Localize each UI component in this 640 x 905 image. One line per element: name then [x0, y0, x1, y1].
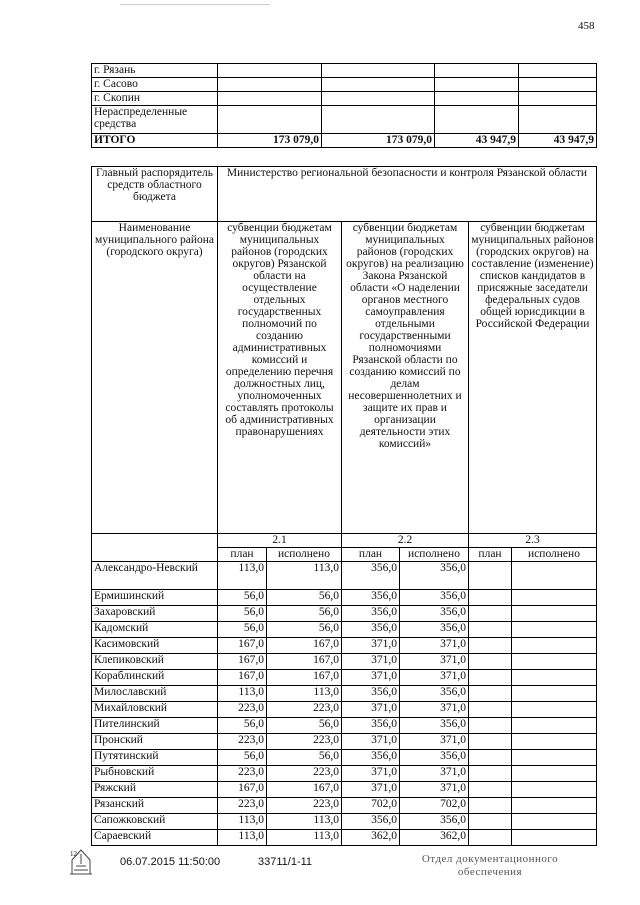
- district-name: Кораблинский: [92, 670, 218, 686]
- total-value: 43 947,9: [435, 134, 519, 148]
- plan-value: 167,0: [218, 654, 267, 670]
- done-value: 223,0: [267, 702, 342, 718]
- district-label: Наименование муниципального района (городского округа): [92, 222, 218, 534]
- district-name: Сапожковский: [92, 814, 218, 830]
- done-value: 113,0: [267, 686, 342, 702]
- done-value: 356,0: [400, 622, 469, 638]
- row-name: Нераспределенные средства: [92, 106, 218, 134]
- done-value: [512, 782, 597, 798]
- district-row: [92, 654, 597, 670]
- plan-value: 56,0: [218, 590, 267, 606]
- done-value: 362,0: [400, 830, 469, 846]
- done-value: 56,0: [267, 606, 342, 622]
- top-table-row: [92, 78, 597, 92]
- value-cell: [435, 64, 519, 78]
- done-value: 167,0: [267, 654, 342, 670]
- done-value: 167,0: [267, 782, 342, 798]
- done-value: [512, 606, 597, 622]
- plan-value: 56,0: [218, 718, 267, 734]
- value-cell: [519, 78, 597, 92]
- district-name: Касимовский: [92, 638, 218, 654]
- footer-doc-number: 33711/1-11: [258, 856, 313, 868]
- done-value: [512, 734, 597, 750]
- district-name: Захаровский: [92, 606, 218, 622]
- done-value: 56,0: [267, 718, 342, 734]
- col3-code: 2.3: [469, 534, 597, 548]
- plan-value: 356,0: [342, 562, 400, 590]
- district-name: Рыбновский: [92, 766, 218, 782]
- district-row: [92, 670, 597, 686]
- done-value: 356,0: [400, 562, 469, 590]
- top-table-row: [92, 64, 597, 78]
- plan-value: 371,0: [342, 638, 400, 654]
- plan-value: 356,0: [342, 686, 400, 702]
- value-cell: [519, 64, 597, 78]
- plan-value: [469, 638, 512, 654]
- district-row: [92, 830, 597, 846]
- done-value: 356,0: [400, 718, 469, 734]
- plan-value: [469, 654, 512, 670]
- plan-value: 356,0: [342, 622, 400, 638]
- district-row: [92, 702, 597, 718]
- district-name: Клепиковский: [92, 654, 218, 670]
- plan-value: 356,0: [342, 590, 400, 606]
- done-value: [512, 562, 597, 590]
- header-value: Министерство региональной безопасности и контроля Рязанской области: [218, 167, 597, 222]
- district-row: [92, 562, 597, 590]
- done-value: [512, 750, 597, 766]
- district-name: Михайловский: [92, 702, 218, 718]
- plan-value: 356,0: [342, 814, 400, 830]
- done-value: [512, 798, 597, 814]
- done-value: 371,0: [400, 670, 469, 686]
- done-value: 371,0: [400, 654, 469, 670]
- district-name: Ермишинский: [92, 590, 218, 606]
- plan-value: [469, 750, 512, 766]
- done-value: [512, 702, 597, 718]
- done-value: 223,0: [267, 766, 342, 782]
- seal-number: 12: [70, 850, 77, 858]
- plan-value: [469, 798, 512, 814]
- done-value: 113,0: [267, 830, 342, 846]
- plan-value: 356,0: [342, 606, 400, 622]
- district-row: [92, 718, 597, 734]
- done-value: 113,0: [267, 814, 342, 830]
- plan-value: 371,0: [342, 654, 400, 670]
- plan-value: [469, 622, 512, 638]
- total-value: 43 947,9: [519, 134, 597, 148]
- plan-value: 56,0: [218, 606, 267, 622]
- plan-value: 371,0: [342, 702, 400, 718]
- value-cell: [435, 78, 519, 92]
- done-value: [512, 718, 597, 734]
- plan-value: 371,0: [342, 766, 400, 782]
- district-row: [92, 782, 597, 798]
- page-number: 458: [578, 20, 595, 32]
- plan-value: 113,0: [218, 814, 267, 830]
- col2-title: субвенции бюджетам муниципальных районов (городских округов) на реализацию Закона Рязанской области «О наделении органов местного самоуправления отдельными государственными полномочиями Рязанской области по созданию комиссий по делам несовершеннолетних и защите их прав и организации деятельности этих комиссий»: [342, 222, 469, 534]
- value-cell: [322, 106, 435, 134]
- district-row: [92, 766, 597, 782]
- plan-value: 223,0: [218, 798, 267, 814]
- col3-title: субвенции бюджетам муниципальных районов (городских округов) на составление (изменение) списков кандидатов в присяжные заседатели федеральных судов общей юрисдикции в Российской Федерации: [469, 222, 597, 534]
- district-name: Пронский: [92, 734, 218, 750]
- row-name: г. Рязань: [92, 64, 218, 78]
- top-table: [91, 63, 597, 148]
- col2-code: 2.2: [342, 534, 469, 548]
- footer-department: [420, 853, 560, 879]
- plan-header: план: [218, 548, 267, 562]
- done-value: 113,0: [267, 562, 342, 590]
- done-value: [512, 654, 597, 670]
- value-cell: [218, 64, 322, 78]
- done-value: 356,0: [400, 814, 469, 830]
- done-value: 371,0: [400, 702, 469, 718]
- done-value: 371,0: [400, 734, 469, 750]
- plan-header: план: [342, 548, 400, 562]
- value-cell: [435, 106, 519, 134]
- plan-value: 223,0: [218, 766, 267, 782]
- district-row: [92, 814, 597, 830]
- district-row: [92, 798, 597, 814]
- district-name: Путятинский: [92, 750, 218, 766]
- done-value: 702,0: [400, 798, 469, 814]
- done-value: 56,0: [267, 590, 342, 606]
- value-cell: [322, 92, 435, 106]
- plan-value: [469, 686, 512, 702]
- plan-value: 113,0: [218, 562, 267, 590]
- top-table-row: [92, 92, 597, 106]
- scan-artifact-line: [120, 4, 270, 5]
- plan-value: 113,0: [218, 686, 267, 702]
- district-name: Милославский: [92, 686, 218, 702]
- done-value: 356,0: [400, 686, 469, 702]
- value-cell: [218, 92, 322, 106]
- plan-header: план: [469, 548, 512, 562]
- blank-header-cell: [92, 534, 218, 562]
- done-value: 223,0: [267, 798, 342, 814]
- district-name: Александро-Невский: [92, 562, 218, 590]
- done-value: 56,0: [267, 622, 342, 638]
- value-cell: [322, 78, 435, 92]
- plan-value: [469, 606, 512, 622]
- district-name: Сараевский: [92, 830, 218, 846]
- district-row: [92, 686, 597, 702]
- done-value: [512, 830, 597, 846]
- main-table: [91, 166, 597, 846]
- done-header: исполнено: [267, 548, 342, 562]
- plan-value: 223,0: [218, 734, 267, 750]
- value-cell: [519, 106, 597, 134]
- plan-value: 113,0: [218, 830, 267, 846]
- plan-value: 371,0: [342, 670, 400, 686]
- done-value: [512, 686, 597, 702]
- done-value: 356,0: [400, 750, 469, 766]
- district-name: Кадомский: [92, 622, 218, 638]
- done-value: [512, 590, 597, 606]
- done-value: [512, 814, 597, 830]
- row-name: г. Скопин: [92, 92, 218, 106]
- total-label: ИТОГО: [92, 134, 218, 148]
- plan-value: [469, 830, 512, 846]
- footer-department-text: Отдел документационного обеспечения: [421, 853, 559, 878]
- footer-date: 06.07.2015 11:50:00: [120, 856, 221, 868]
- plan-value: 362,0: [342, 830, 400, 846]
- total-value: 173 079,0: [218, 134, 322, 148]
- total-row: [92, 134, 597, 148]
- district-row: [92, 622, 597, 638]
- top-table-row: [92, 106, 597, 134]
- value-cell: [322, 64, 435, 78]
- plan-value: 167,0: [218, 638, 267, 654]
- plan-value: [469, 562, 512, 590]
- done-value: 223,0: [267, 734, 342, 750]
- done-value: 371,0: [400, 766, 469, 782]
- plan-value: [469, 814, 512, 830]
- done-header: исполнено: [512, 548, 597, 562]
- district-name: Ряжский: [92, 782, 218, 798]
- plan-value: 371,0: [342, 782, 400, 798]
- district-row: [92, 750, 597, 766]
- plan-value: [469, 718, 512, 734]
- done-value: 167,0: [267, 638, 342, 654]
- col1-code: 2.1: [218, 534, 342, 548]
- value-cell: [218, 78, 322, 92]
- header-label: Главный распорядитель средств областного бюджета: [92, 167, 218, 222]
- district-row: [92, 590, 597, 606]
- plan-value: [469, 782, 512, 798]
- plan-value: 167,0: [218, 670, 267, 686]
- done-header: исполнено: [400, 548, 469, 562]
- done-value: [512, 638, 597, 654]
- plan-value: 56,0: [218, 750, 267, 766]
- done-value: [512, 622, 597, 638]
- plan-value: [469, 590, 512, 606]
- total-value: 173 079,0: [322, 134, 435, 148]
- done-value: 167,0: [267, 670, 342, 686]
- done-value: 356,0: [400, 606, 469, 622]
- plan-value: [469, 734, 512, 750]
- plan-value: 356,0: [342, 750, 400, 766]
- plan-value: 702,0: [342, 798, 400, 814]
- done-value: [512, 670, 597, 686]
- plan-value: 167,0: [218, 782, 267, 798]
- plan-value: 56,0: [218, 622, 267, 638]
- district-row: [92, 734, 597, 750]
- plan-value: [469, 766, 512, 782]
- plan-value: 223,0: [218, 702, 267, 718]
- district-name: Пителинский: [92, 718, 218, 734]
- plan-value: [469, 670, 512, 686]
- col1-title: субвенции бюджетам муниципальных районов (городских округов) Рязанской области на осуществление отдельных государственных полномочий по созданию административных комиссий и определению перечня должностных лиц, уполномоченных составлять протоколы об административных правонарушениях: [218, 222, 342, 534]
- row-name: г. Сасово: [92, 78, 218, 92]
- district-name: Рязанский: [92, 798, 218, 814]
- done-value: 56,0: [267, 750, 342, 766]
- district-row: [92, 638, 597, 654]
- done-value: 371,0: [400, 782, 469, 798]
- plan-value: 371,0: [342, 734, 400, 750]
- value-cell: [519, 92, 597, 106]
- done-value: 371,0: [400, 638, 469, 654]
- value-cell: [218, 106, 322, 134]
- plan-value: [469, 702, 512, 718]
- value-cell: [435, 92, 519, 106]
- district-row: [92, 606, 597, 622]
- done-value: [512, 766, 597, 782]
- done-value: 356,0: [400, 590, 469, 606]
- plan-value: 356,0: [342, 718, 400, 734]
